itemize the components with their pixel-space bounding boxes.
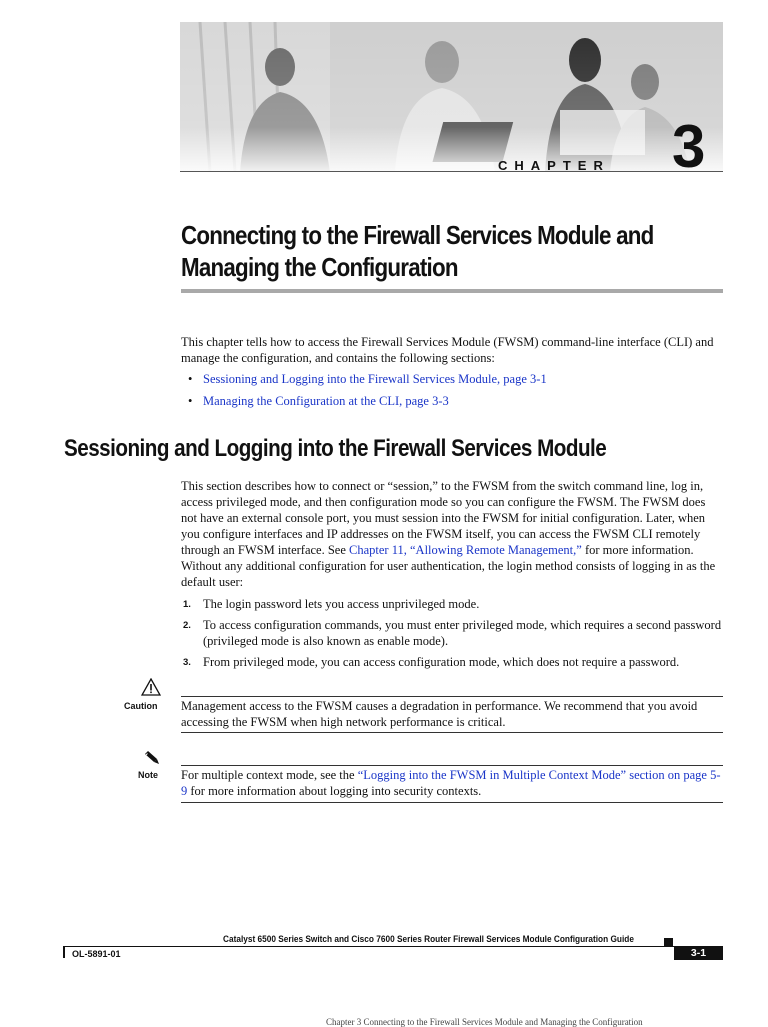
multiple-context-link[interactable]: “Logging into the FWSM in Multiple Context Mode” section on page 5-9 [181,768,721,798]
note-label: Note [138,770,158,780]
step-number: 1. [183,599,191,610]
chapter-number: 3 [672,113,706,180]
caution-bottom-rule [181,732,723,733]
step-number: 3. [183,657,191,668]
page-number: 3-1 [674,946,723,960]
section-link-managing[interactable]: Managing the Configuration at the CLI, page 3-3 [203,394,449,408]
note-text [181,767,723,799]
section-paragraph-2: Without any additional configuration for user authentication, the login method consists of logging in as the default user: [181,559,716,589]
chapter-title-line-1: Connecting to the Firewall Services Module and [181,220,654,250]
next-page-header: Chapter 3 Connecting to the Firewall Services Module and Managing the Configuration [326,1017,643,1027]
caution-text: Management access to the FWSM causes a degradation in performance. We recommend that you avoid accessing the FWSM when high network performance is critical. [181,699,698,729]
note-text-end: for more information about logging into security contexts. [187,784,482,798]
footer-rule [63,946,723,947]
section-link-sessioning[interactable]: Sessioning and Logging into the Firewall Services Module, page 3-1 [203,372,547,386]
step-text: The login password lets you access unprivileged mode. [203,597,480,611]
footer-guide-title: Catalyst 6500 Series Switch and Cisco 7600 Series Router Firewall Services Module Configuration Guide [223,934,634,944]
footer-tick [63,946,65,958]
intro-paragraph: This chapter tells how to access the Firewall Services Module (FWSM) command-line interface (CLI) and manage the configuration, and contains the following sections: [181,335,714,365]
chapter-banner-photo [180,22,723,172]
note-top-rule [181,765,723,766]
section-heading: Sessioning and Logging into the Firewall Services Module [64,435,607,462]
caution-icon [141,678,161,696]
people-meeting-photo [180,22,723,172]
caution-label: Caution [124,701,158,711]
banner-bottom-line [180,171,723,172]
bullet-icon: • [188,372,193,386]
chapter-label: CHAPTER [498,158,610,173]
step-text: From privileged mode, you can access configuration mode, which does not require a password. [203,655,680,669]
caution-top-rule [181,696,723,697]
section-paragraph-1 [181,478,723,558]
footer-marker [664,938,673,946]
title-rule [181,289,723,293]
chapter-title [181,219,663,283]
chapter-title-line-2: Managing the Configuration [181,252,458,282]
note-text-start: For multiple context mode, see the [181,768,358,782]
paragraph-text: for more information. [581,543,694,557]
footer-doc-number: OL-5891-01 [72,949,121,959]
chapter-11-link[interactable]: Chapter 11, “Allowing Remote Management,” [349,543,582,557]
step-number: 2. [183,620,191,631]
note-bottom-rule [181,802,723,803]
step-text: To access configuration commands, you must enter privileged mode, which requires a second password (privileged mode is also known as enable mode). [203,618,722,648]
pencil-icon [143,748,161,766]
paragraph-text: This section describes how to connect or “session,” to the FWSM from the switch command line, log in, access privileged mode, and then configuration mode so you can configure the FWSM. The FWSM does not have an external console port, you must session into the FWSM for initial configuration. Later, when you configure interfaces and IP addresses on the FWSM itself, you can access the FWSM CLI remotely through an FWSM interface. See [181,479,706,557]
bullet-icon: • [188,394,193,408]
